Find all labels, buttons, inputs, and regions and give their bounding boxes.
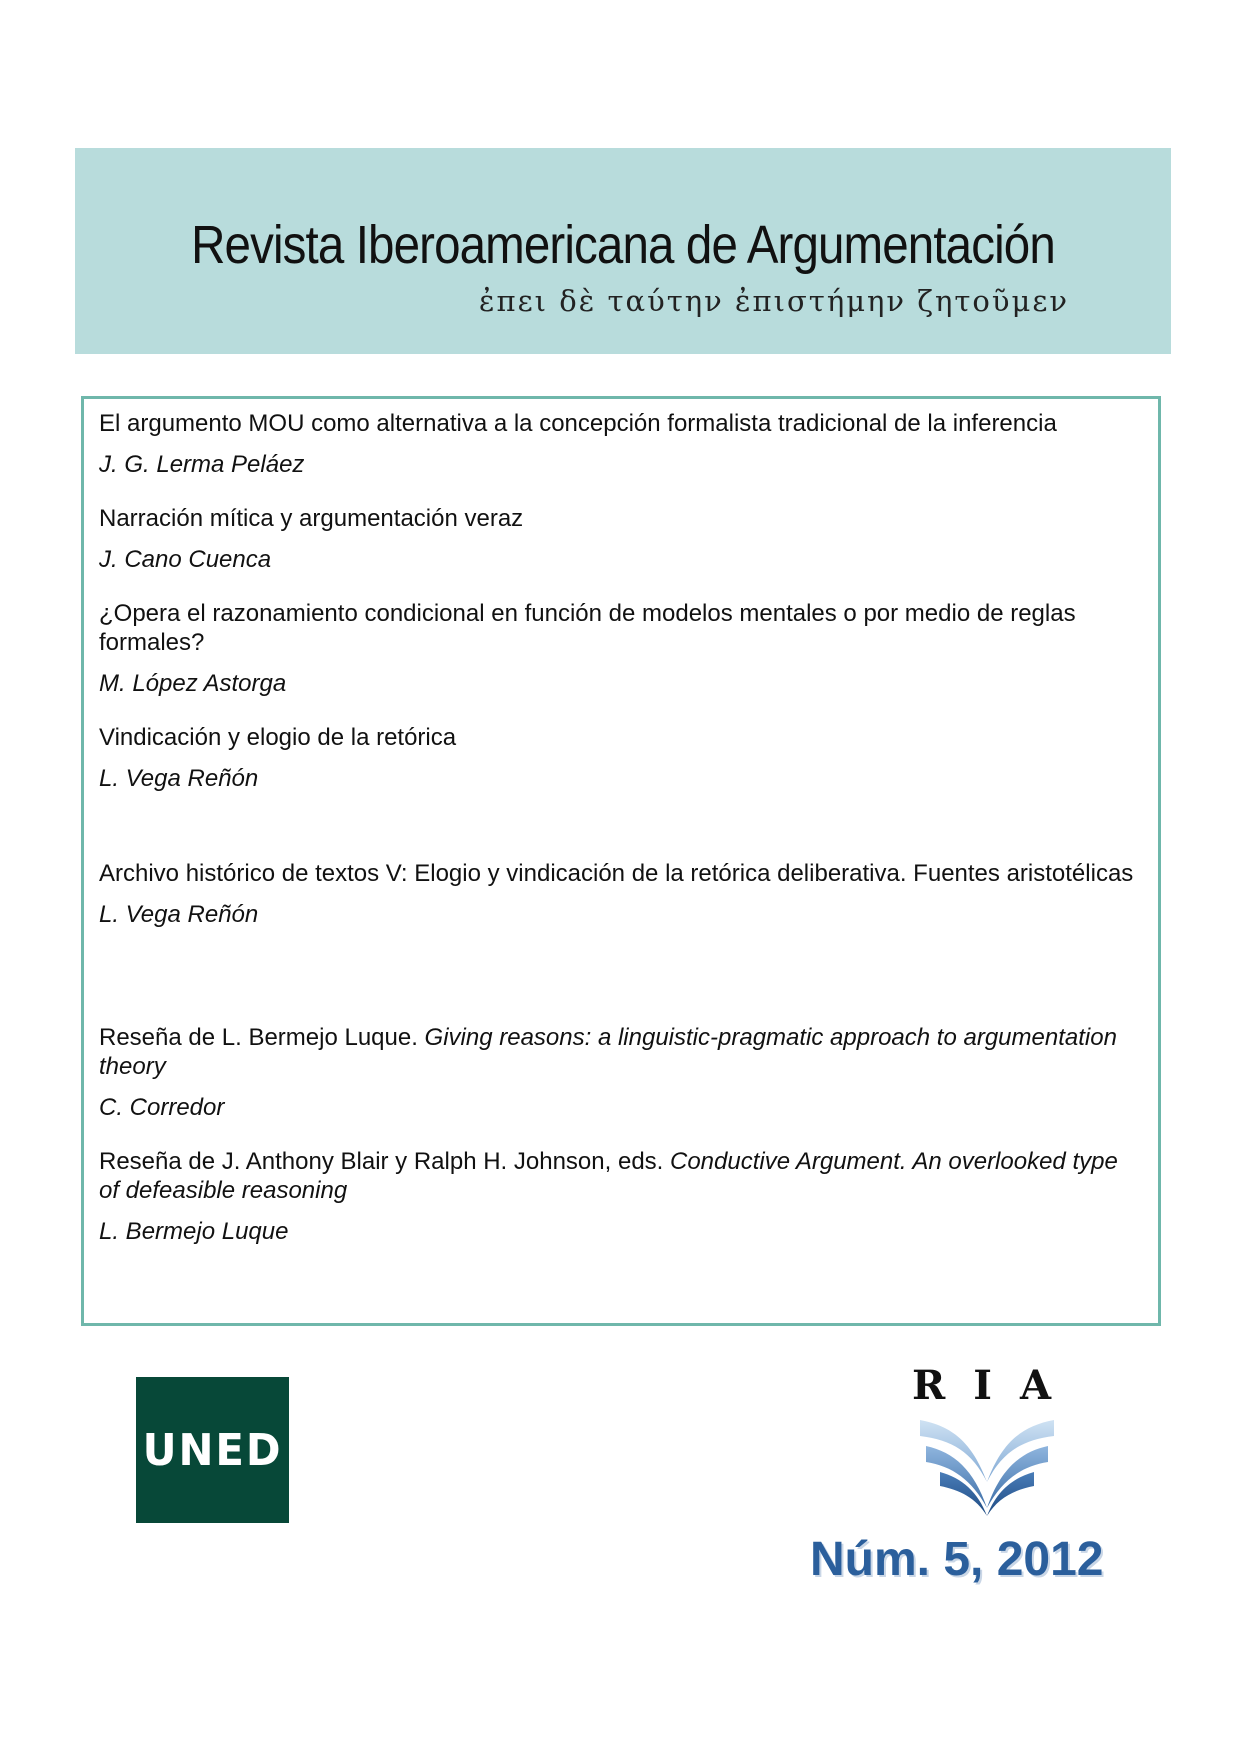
greek-motto: ἐπει δὲ ταύτην ἐπιστήμην ζητοῦμεν (479, 284, 1069, 318)
article-author: L. Bermejo Luque (99, 1218, 289, 1245)
review-prefix: Reseña de L. Bermejo Luque. (99, 1024, 425, 1051)
journal-title: Revista Iberoamericana de Argumentación (191, 215, 1055, 275)
article-author: C. Corredor (99, 1094, 225, 1121)
article-title: Archivo histórico de textos V: Elogio y vindicación de la retórica deliberativa. Fuentes aristotélicas (99, 860, 1134, 887)
toc-entry (99, 409, 1139, 479)
table-of-contents (81, 396, 1161, 1326)
toc-entry (99, 1147, 1139, 1246)
article-title: Vindicación y elogio de la retórica (99, 724, 457, 751)
uned-logo (136, 1377, 289, 1523)
uned-logo-text: UNED (142, 1424, 283, 1476)
toc-entry (99, 599, 1139, 698)
issue-number: Núm. 5, 2012 (810, 1533, 1104, 1586)
article-title: El argumento MOU como alternativa a la concepción formalista tradicional de la inferencia (99, 410, 1057, 437)
review-prefix: Reseña de J. Anthony Blair y Ralph H. Johnson, eds. (99, 1148, 670, 1175)
toc-entry (99, 859, 1139, 929)
article-author: J. G. Lerma Peláez (99, 451, 305, 478)
article-author: L. Vega Reñón (99, 765, 259, 792)
article-title: Narración mítica y argumentación veraz (99, 505, 524, 532)
article-author: L. Vega Reñón (99, 901, 259, 928)
article-title: ¿Opera el razonamiento condicional en función de modelos mentales o por medio de reglas formales? (99, 600, 1076, 656)
article-title (99, 1023, 1139, 1081)
article-title (99, 1147, 1139, 1205)
journal-header (75, 148, 1171, 354)
ria-logo-text: RIA (912, 1362, 1079, 1409)
toc-entry (99, 1023, 1139, 1122)
toc-entry (99, 723, 1139, 793)
reviewed-book-title: Conductive Argument. An overlooked type of defeasible reasoning (99, 1148, 1118, 1204)
open-book-icon (912, 1412, 1062, 1522)
toc-entry (99, 504, 1139, 574)
article-author: M. López Astorga (99, 670, 287, 697)
reviewed-book-title: Giving reasons: a linguistic-pragmatic approach to argumentation theory (99, 1024, 1117, 1080)
article-author: J. Cano Cuenca (99, 546, 272, 573)
